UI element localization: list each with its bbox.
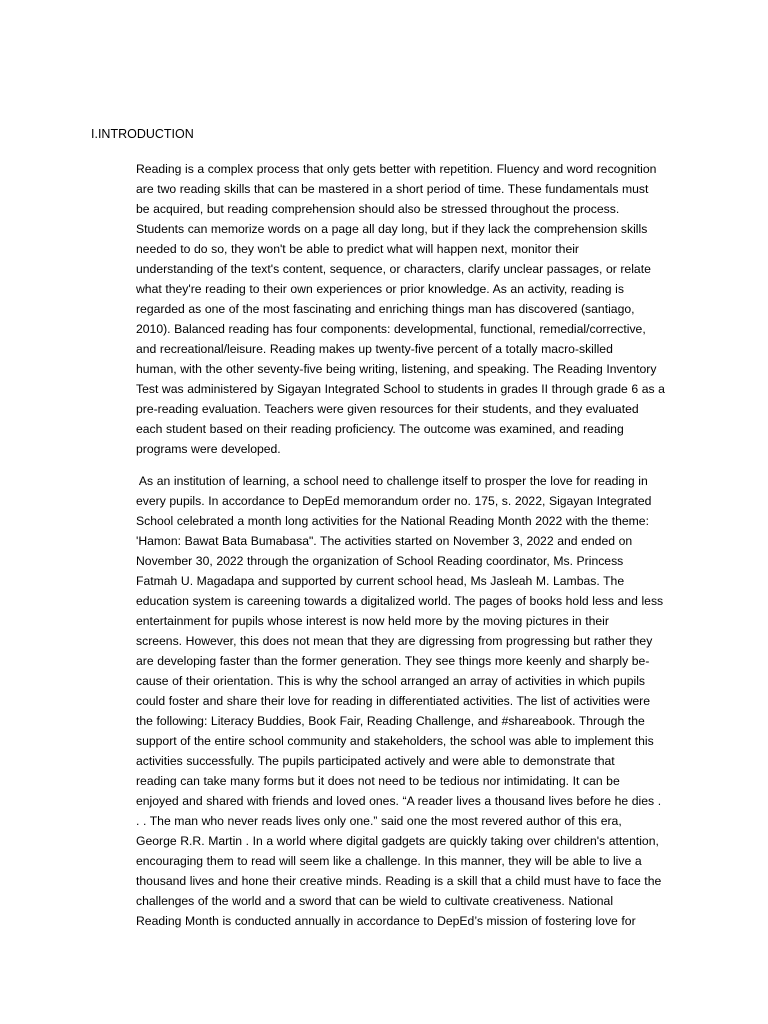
- text-line: are developing faster than the former generation. They see things more keenly and sharply be-: [136, 654, 650, 668]
- text-line: could foster and share their love for reading in differentiated activities. The list of activities were: [136, 694, 651, 708]
- text-line: education system is careening towards a digitalized world. The pages of books hold less and less: [136, 594, 664, 608]
- text-line: be acquired, but reading comprehension should also be stressed throughout the process.: [136, 202, 620, 216]
- text-line: support of the entire school community and stakeholders, the school was able to implement this: [136, 734, 654, 748]
- text-line: Reading Month is conducted annually in accordance to DepEd’s mission of fostering love for: [136, 914, 636, 928]
- text-line: cause of their orientation. This is why the school arranged an array of activities in which pupils: [136, 674, 646, 688]
- text-line: . . The man who never reads lives only one.” said one the most revered author of this era,: [136, 814, 622, 828]
- text-line: School celebrated a month long activities for the National Reading Month 2022 with the theme:: [136, 514, 649, 528]
- text-line: programs were developed.: [136, 442, 281, 456]
- text-line: human, with the other seventy-five being writing, listening, and speaking. The Reading Inventory: [136, 362, 657, 376]
- text-line: 'Hamon: Bawat Bata Bumabasa". The activities started on November 3, 2022 and ended on: [136, 534, 633, 548]
- text-line: enjoyed and shared with friends and loved ones. “A reader lives a thousand lives before he dies .: [136, 794, 662, 808]
- text-line: encouraging them to read will seem like a challenge. In this manner, they will be able to live a: [136, 854, 642, 868]
- text-line: Reading is a complex process that only gets better with repetition. Fluency and word recognition: [136, 162, 657, 176]
- paragraph-2: [136, 471, 684, 931]
- text-line: reading can take many forms but it does not need to be tedious nor intimidating. It can be: [136, 774, 620, 788]
- text-line: George R.R. Martin . In a world where digital gadgets are quickly taking over children's attention,: [136, 834, 659, 848]
- paragraph-1: [136, 159, 684, 459]
- text-line: Students can memorize words on a page all day long, but if they lack the comprehension skills: [136, 222, 648, 236]
- text-line: needed to do so, they won't be able to predict what will happen next, monitor their: [136, 242, 579, 256]
- text-line: thousand lives and hone their creative minds. Reading is a skill that a child must have to face the: [136, 874, 662, 888]
- text-line: what they're reading to their own experiences or prior knowledge. As an activity, reading is: [136, 282, 624, 296]
- text-line: and recreational/leisure. Reading makes up twenty-five percent of a totally macro-skilled: [136, 342, 613, 356]
- text-line: challenges of the world and a sword that can be wield to cultivate creativeness. National: [136, 894, 614, 908]
- text-line: November 30, 2022 through the organization of School Reading coordinator, Ms. Princess: [136, 554, 624, 568]
- text-line: pre-reading evaluation. Teachers were given resources for their students, and they evaluated: [136, 402, 639, 416]
- text-line: As an institution of learning, a school need to challenge itself to prosper the love for reading in: [136, 474, 648, 488]
- text-line: each student based on their reading proficiency. The outcome was examined, and reading: [136, 422, 624, 436]
- text-line: every pupils. In accordance to DepEd memorandum order no. 175, s. 2022, Sigayan Integrated: [136, 494, 652, 508]
- text-line: Fatmah U. Magadapa and supported by current school head, Ms Jasleah M. Lambas. The: [136, 574, 625, 588]
- text-line: regarded as one of the most fascinating and enriching things man has discovered (santiago,: [136, 302, 635, 316]
- text-line: activities successfully. The pupils participated actively and were able to demonstrate that: [136, 754, 615, 768]
- text-line: the following: Literacy Buddies, Book Fair, Reading Challenge, and #shareabook. Through the: [136, 714, 645, 728]
- text-line: screens. However, this does not mean that they are digressing from progressing but rather they: [136, 634, 653, 648]
- text-line: understanding of the text's content, sequence, or characters, clarify unclear passages, or relate: [136, 262, 651, 276]
- text-line: entertainment for pupils whose interest is now held more by the moving pictures in their: [136, 614, 609, 628]
- text-line: Test was administered by Sigayan Integrated School to students in grades II through grade 6 as a: [136, 382, 665, 396]
- text-line: 2010). Balanced reading has four components: developmental, functional, remedial/corrective,: [136, 322, 646, 336]
- text-line: are two reading skills that can be mastered in a short period of time. These fundamentals must: [136, 182, 649, 196]
- section-heading: I.INTRODUCTION: [91, 127, 194, 141]
